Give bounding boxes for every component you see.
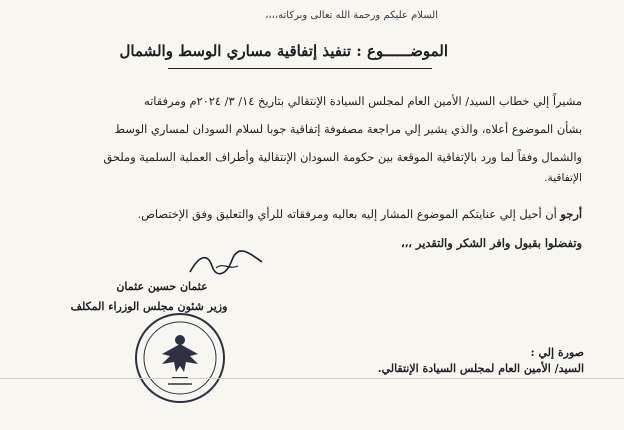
request-text: أن أحيل إلي عنايتكم الموضوع المشار إليه بعاليه ومرفقاته للرأي والتعليق وفق الإختصاص. (137, 207, 561, 221)
signatory-title: وزير شئون مجلس الوزراء المكلف (70, 300, 228, 313)
closing-line: وتفضلوا بقبول وافر الشكر والتقدير ،،، (400, 236, 582, 250)
body-line-3: والشمال وفقاً لما ورد بالإتفاقية الموقعة بين حكومة السودان الإنتقالية وأطراف العملية السلمية وملحق (103, 150, 582, 164)
signatory-name: عثمان حسين عثمان (116, 280, 208, 293)
greeting: السلام عليكم ورحمة الله تعالى وبركاته،،،، (265, 10, 438, 21)
official-seal-icon (132, 310, 228, 406)
subject-line (119, 42, 448, 60)
copy-to-recipient: السيد/ الأمين العام لمجلس السيادة الإنتقالي. (377, 362, 584, 375)
page-fold-line (0, 378, 624, 379)
subject-text: تنفيذ إتفاقية مساري الوسط والشمال (119, 42, 352, 60)
body-line-2: بشأن الموضوع أعلاه، والذي يشير إلي مراجعة مصفوفة إتفاقية جوبا لسلام السودان لمساري الوسط (114, 122, 582, 136)
copy-to-label: صورة إلي : (530, 346, 584, 359)
subject-label: الموضــــــوع : (356, 42, 448, 60)
body-line-1: مشيراً إلي خطاب السيد/ الأمين العام لمجلس السيادة الإنتقالي بتاريخ ١٤/ ٣/ ٢٠٢٤م ومرفقاته (144, 94, 582, 108)
subject-underline (168, 68, 432, 69)
request-word: أرجو (560, 207, 582, 221)
body-line-4: الإتفاقية. (544, 172, 582, 184)
request-paragraph (138, 207, 582, 221)
handwritten-signature-icon (186, 248, 266, 278)
